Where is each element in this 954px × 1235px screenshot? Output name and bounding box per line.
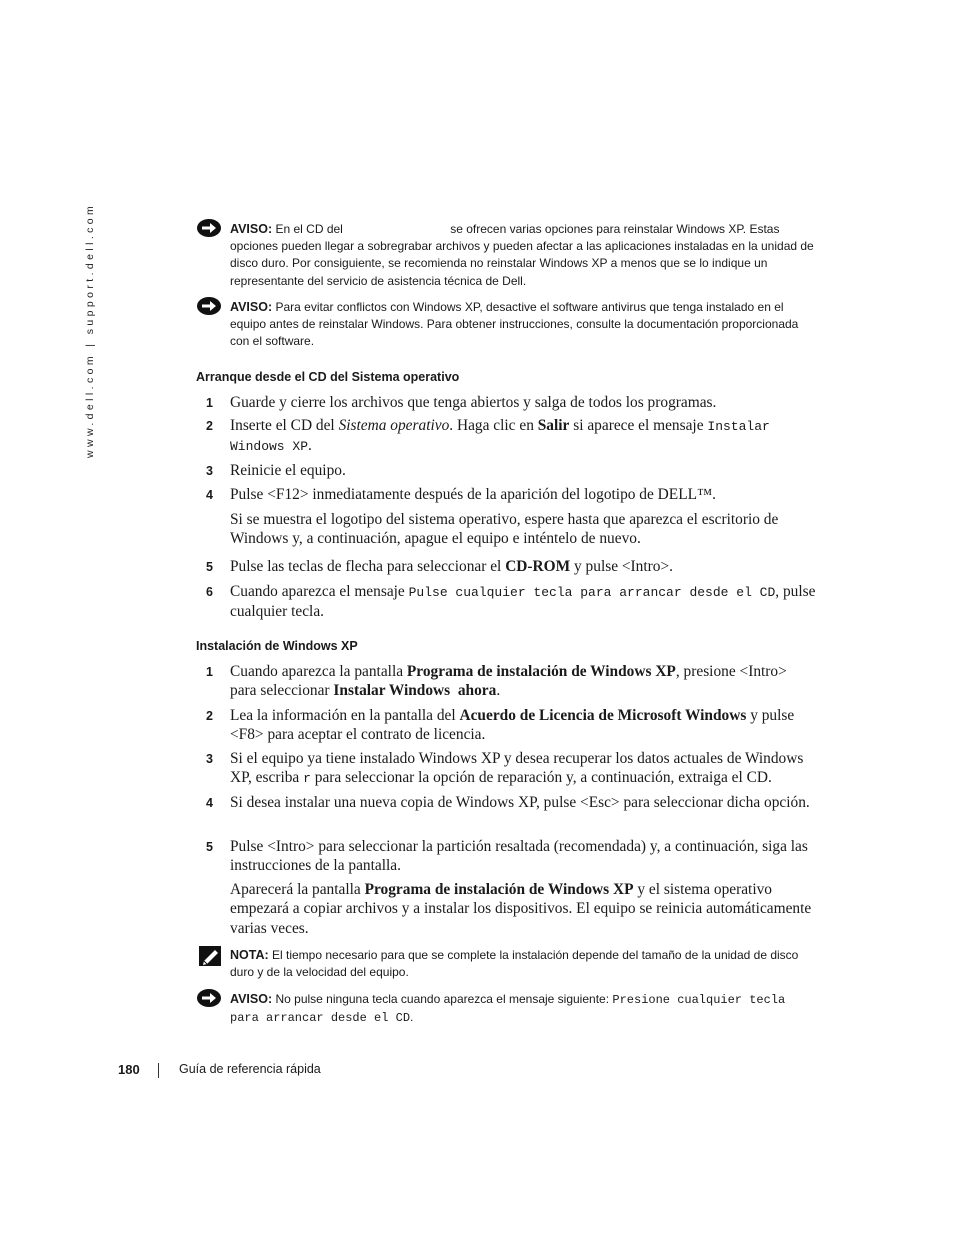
side-url: www.dell.com | support.dell.com [84,202,96,458]
step-paragraph: Si se muestra el logotipo del sistema operativo, espere hasta que aparezca el escritorio de Windows y, a continuación, apague el equipo e inténtelo de nuevo. [230,511,779,548]
list-item: 1 Cuando aparezca la pantalla Programa de instalación de Windows XP, presione <Intro> para seleccionar Instalar Windows ahora. [206,663,787,700]
list-item: 4 Si desea instalar una nueva copia de Windows XP, pulse <Esc> para seleccionar dicha opción. [206,794,810,811]
list-item: 1 Guarde y cierre los archivos que tenga abiertos y salga de todos los programas. [206,394,717,411]
notice-text: Para evitar conflictos con Windows XP, desactive el software antivirus que tenga instalado en el equipo antes de reinstalar Windows. Para obtener instrucciones, consulte la documentación proporcionada con el software. [230,300,799,349]
aviso-notice-2 [196,299,816,351]
notice-label: NOTA: [230,948,269,962]
list-item: 3 Si el equipo ya tiene instalado Windows XP y desea recuperar los datos actuales de Windows XP, escriba r para seleccionar la opción de reparación y, a continuación, extraiga el CD. [206,750,804,787]
notice-text: No pulse ninguna tecla cuando aparezca el mensaje siguiente: [275,992,610,1006]
list-item: 5 Pulse las teclas de flecha para seleccionar el CD-ROM y pulse <Intro>. [206,558,674,575]
section-heading-install-xp: Instalación de Windows XP [196,639,358,653]
notice-code: Presione cualquier tecla para arrancar desde el CD [230,993,786,1026]
notice-label: AVISO: [230,300,273,314]
notice-arrow-icon [196,988,222,1008]
list-item: 6 Cuando aparezca el mensaje Pulse cualquier tecla para arrancar desde el CD, pulse cualquier tecla. [206,583,816,621]
page-number: 180 [118,1062,140,1077]
footer-title: Guía de referencia rápida [179,1062,321,1076]
list-item: 5 Pulse <Intro> para seleccionar la partición resaltada (recomendada) y, a continuación, siga las instrucciones de la pantalla. [206,838,808,875]
notice-text-after: se ofrecen varias opciones para reinstalar Windows XP. Estas opciones pueden llegar a sobregrabar archivos y pueden afectar a las aplicaciones instaladas en la unidad de disco duro. Por consiguiente, se recomienda no reinstalar Windows XP a menos que se lo indique un representante del servicio de asistencia técnica de Dell. [230,222,814,288]
section-heading-boot-cd: Arranque desde el CD del Sistema operativo [196,370,460,384]
nota-notice [196,947,816,981]
list-item: 2 Lea la información en la pantalla del Acuerdo de Licencia de Microsoft Windows y pulse <F8> para aceptar el contrato de licencia. [206,707,795,744]
list-item: 3 Reinicie el equipo. [206,462,346,479]
notice-text: El tiempo necesario para que se complete la instalación depende del tamaño de la unidad de disco duro y de la velocidad del equipo. [230,948,799,980]
aviso-notice-1 [196,221,816,290]
step-paragraph: Aparecerá la pantalla Programa de instalación de Windows XP y el sistema operativo empezará a copiar archivos y a instalar los dispositivos. El equipo se reinicia automáticamente varias veces. [230,881,812,937]
footer-divider [158,1063,159,1078]
note-pencil-icon [198,945,224,967]
notice-label: AVISO: [230,992,273,1006]
notice-arrow-icon [196,296,222,316]
aviso-notice-3: AVISO: No pulse ninguna tecla cuando aparezca el mensaje siguiente: Presione cualquier tecla para arrancar desde el CD. [196,991,816,1027]
list-item: 4 Pulse <F12> inmediatamente después de la aparición del logotipo de DELL™. [206,486,716,503]
notice-arrow-icon [196,218,222,238]
notice-label: AVISO: [230,222,273,236]
list-item: 2 Inserte el CD del Sistema operativo. Haga clic en Salir si aparece el mensaje Instalar Windows XP. [206,417,770,455]
notice-text-before: En el CD del [275,222,343,236]
